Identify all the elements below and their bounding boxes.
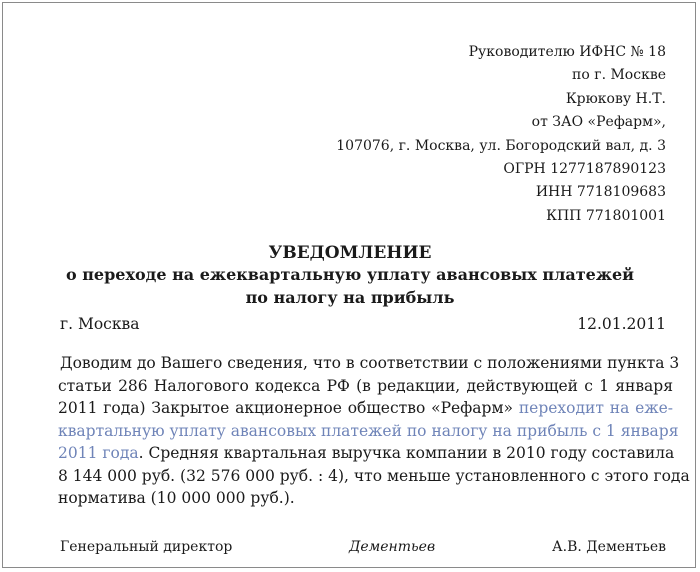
highlighted-text: переходит на еже- bbox=[518, 399, 673, 417]
body-line: статьи 286 Налогового кодекса РФ (в редакции, действующей с 1 января bbox=[58, 376, 673, 395]
addressee-line: от ЗАО «Рефарм», bbox=[531, 114, 666, 131]
addressee-line: КПП 771801001 bbox=[546, 207, 666, 224]
highlighted-text: 2011 года bbox=[58, 444, 139, 462]
addressee-block bbox=[336, 41, 666, 228]
document-title: УВЕДОМЛЕНИЕ bbox=[268, 243, 432, 263]
addressee-line: ИНН 7718109683 bbox=[535, 184, 666, 201]
place-date-row bbox=[60, 315, 666, 333]
body-paragraph bbox=[58, 352, 690, 510]
body-text-plain: 2011 года) Закрытое акционерное общество «Рефарм» bbox=[58, 399, 519, 417]
date: 12.01.2011 bbox=[577, 315, 666, 333]
addressee-line: ОГРН 1277187890123 bbox=[503, 161, 666, 178]
body-line: Доводим до Вашего сведения, что в соответствии с положениями пункта 3 bbox=[60, 354, 680, 372]
addressee-line: Руководителю ИФНС № 18 bbox=[468, 44, 666, 60]
body-line: 8 144 000 руб. (32 576 000 руб. : 4), что меньше установленного с этого года bbox=[58, 466, 690, 485]
addressee-line: Крюкову Н.Т. bbox=[565, 90, 666, 107]
addressee-line: 107076, г. Москва, ул. Богородский вал, д. 3 bbox=[336, 137, 666, 154]
document-subtitle-2: по налогу на прибыль bbox=[245, 288, 455, 307]
addressee-line: по г. Москве bbox=[572, 67, 666, 84]
body-line bbox=[58, 442, 673, 465]
body-line: норматива (10 000 000 руб.). bbox=[58, 489, 295, 507]
place: г. Москва bbox=[60, 315, 140, 333]
document-page bbox=[2, 2, 696, 568]
highlighted-text: квартальную уплату авансовых платежей по налогу на прибыль с 1 января bbox=[58, 421, 679, 440]
handwritten-signature: Дементьев bbox=[349, 539, 436, 555]
signer-name: А.В. Дементьев bbox=[552, 539, 666, 555]
body-text-plain: . Средняя квартальная выручка компании в 2010 году составила bbox=[138, 444, 675, 462]
signer-position: Генеральный директор bbox=[60, 539, 233, 555]
body-line bbox=[58, 397, 673, 420]
document-subtitle: о переходе на ежеквартальную уплату авансовых платежей bbox=[65, 265, 635, 284]
